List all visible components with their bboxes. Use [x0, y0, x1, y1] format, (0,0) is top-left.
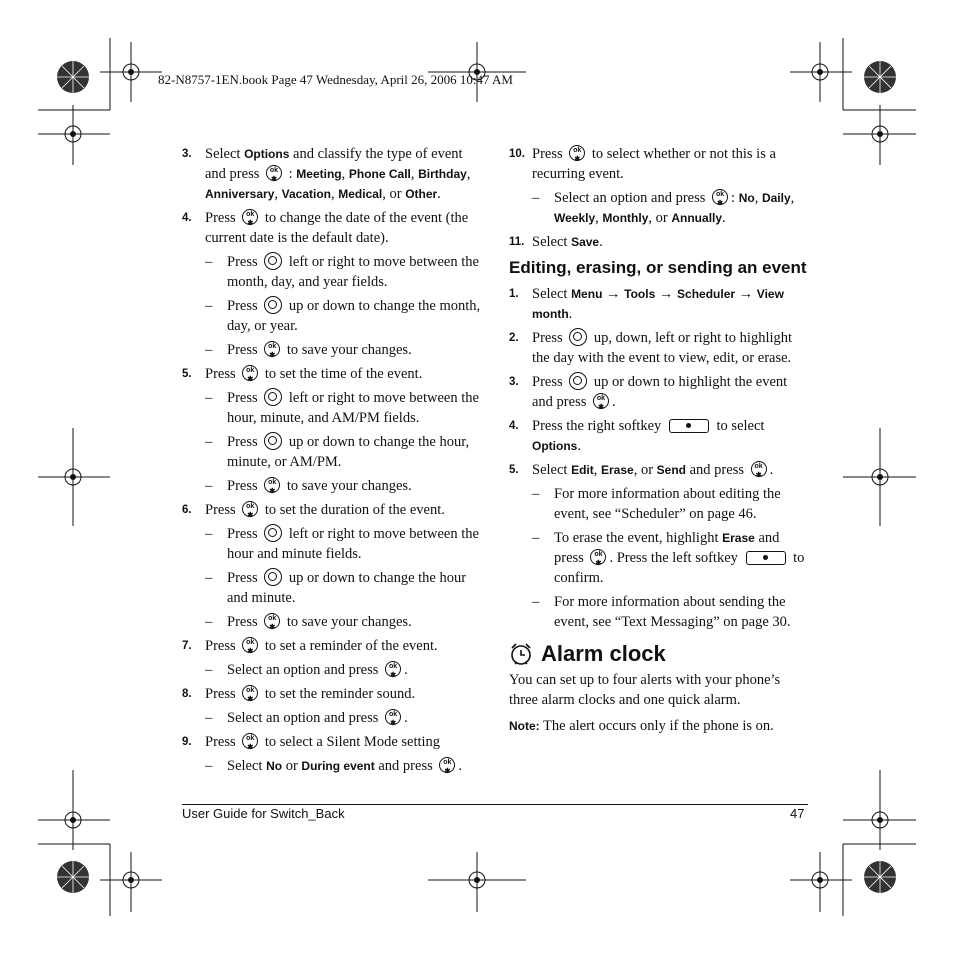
edit-step-5-sub-2: – To erase the event, highlight Erase and press ok ✱ . Press the left softkey to confirm. — [532, 530, 805, 586]
step-6: 6. Press ok ✱ to set the duration of the event. — [182, 502, 445, 519]
step-5-sub-3: – Press ok ✱ to save your changes. — [205, 478, 412, 495]
ok-key-icon: ok ✱ — [266, 165, 282, 181]
ok-key-icon: ok ✱ — [264, 477, 280, 493]
options-label: Options — [244, 147, 290, 161]
ok-key-icon: ok ✱ — [712, 189, 728, 205]
ok-key-icon: ok ✱ — [242, 733, 258, 749]
ok-key-icon: ok ✱ — [242, 365, 258, 381]
edit-step-2: 2. Press up, down, left or right to highlight the day with the event to view, edit, or erase. — [509, 330, 793, 366]
step-10: 10. Press ok ✱ to select whether or not this is a recurring event. — [509, 146, 776, 182]
ok-key-icon: ok ✱ — [751, 461, 767, 477]
edit-step-3: 3. Press up or down to highlight the event and press ok ✱ . — [509, 374, 788, 411]
step-number: 3. — [182, 148, 192, 160]
step-6-sub-2: – Press up or down to change the hour and minute. — [205, 570, 467, 606]
note-label: Note: — [509, 719, 540, 733]
page-number: 47 — [790, 806, 805, 821]
ok-key-icon: ok ✱ — [264, 613, 280, 629]
alarm-clock-icon — [509, 642, 533, 666]
alarm-paragraph: You can set up to four alerts with your phone’s three alarm clocks and one quick alarm. — [509, 672, 781, 708]
edit-step-5-sub-3: – For more information about sending the event, see “Text Messaging” on page 30. — [532, 594, 791, 630]
ok-key-icon: ok ✱ — [264, 341, 280, 357]
ok-key-icon: ok ✱ — [385, 709, 401, 725]
left-column — [182, 144, 482, 780]
ok-key-icon: ok ✱ — [242, 501, 258, 517]
step-5-sub-2: – Press up or down to change the hour, minute, or AM/PM. — [205, 434, 470, 470]
edit-step-1: 1. Select Menu → Tools → Scheduler → View month. — [509, 286, 784, 322]
alarm-clock-heading: Alarm clock — [509, 642, 809, 666]
nav-key-icon — [264, 252, 282, 270]
footer-rule — [182, 804, 808, 805]
softkey-icon — [746, 551, 786, 565]
nav-key-icon — [264, 568, 282, 586]
section-heading: Editing, erasing, or sending an event — [509, 258, 807, 277]
step-7-sub-1: – Select an option and press ok ✱ . — [205, 662, 408, 679]
step-9-sub-1: – Select No or During event and press ok ✱ . — [205, 758, 462, 775]
step-9: 9. Press ok ✱ to select a Silent Mode setting — [182, 734, 441, 751]
nav-key-icon — [569, 372, 587, 390]
nav-key-icon — [264, 524, 282, 542]
nav-key-icon — [569, 328, 587, 346]
step-10-sub-1: – Select an option and press ok ✱ : No, Daily, Weekly, Monthly, or Annually. — [532, 190, 795, 226]
step-6-sub-1: – Press left or right to move between the hour and minute fields. — [205, 526, 479, 562]
ok-key-icon: ok ✱ — [590, 549, 606, 565]
step-4: 4. Press ok ✱ to change the date of the event (the current date is the default date). — [182, 210, 469, 246]
step-7: 7. Press ok ✱ to set a reminder of the event. — [182, 638, 438, 655]
step-8-sub-1: – Select an option and press ok ✱ . — [205, 710, 408, 727]
step-4-sub-2: – Press up or down to change the month, day, or year. — [205, 298, 481, 334]
step-4-sub-1: – Press left or right to move between the month, day, and year fields. — [205, 254, 479, 290]
step-4-sub-3: – Press ok ✱ to save your changes. — [205, 342, 412, 359]
nav-key-icon — [264, 296, 282, 314]
softkey-icon — [669, 419, 709, 433]
step-5: 5. Press ok ✱ to set the time of the event. — [182, 366, 423, 383]
step-5-sub-1: – Press left or right to move between the hour, minute, and AM/PM fields. — [205, 390, 479, 426]
step-8: 8. Press ok ✱ to set the reminder sound. — [182, 686, 416, 703]
ok-key-icon: ok ✱ — [242, 637, 258, 653]
ok-key-icon: ok ✱ — [593, 393, 609, 409]
ok-key-icon: ok ✱ — [569, 145, 585, 161]
ok-key-icon: ok ✱ — [242, 685, 258, 701]
note: Note: The alert occurs only if the phone is on. — [509, 718, 774, 734]
print-header: 82-N8757-1EN.book Page 47 Wednesday, April 26, 2006 10:47 AM — [158, 72, 513, 87]
edit-step-5-sub-1: – For more information about editing the event, see “Scheduler” on page 46. — [532, 486, 781, 522]
step-6-sub-3: – Press ok ✱ to save your changes. — [205, 614, 412, 631]
nav-key-icon — [264, 388, 282, 406]
footer-title: User Guide for Switch_Back — [182, 806, 345, 821]
ok-key-icon: ok ✱ — [385, 661, 401, 677]
step-3: 3. Select Options and classify the type of event and press ok ✱ : Meeting, Phone Call, Birthday, Anniversary, Vacation, Medical, or Other. — [182, 146, 471, 202]
ok-key-icon: ok ✱ — [242, 209, 258, 225]
right-column — [509, 144, 809, 742]
step-11: 11. Select Save. — [509, 234, 603, 250]
ok-key-icon: ok ✱ — [439, 757, 455, 773]
edit-step-5: 5. Select Edit, Erase, or Send and press ok ✱ . — [509, 462, 774, 479]
edit-step-4: 4. Press the right softkey to select Options. — [509, 418, 765, 454]
nav-key-icon — [264, 432, 282, 450]
